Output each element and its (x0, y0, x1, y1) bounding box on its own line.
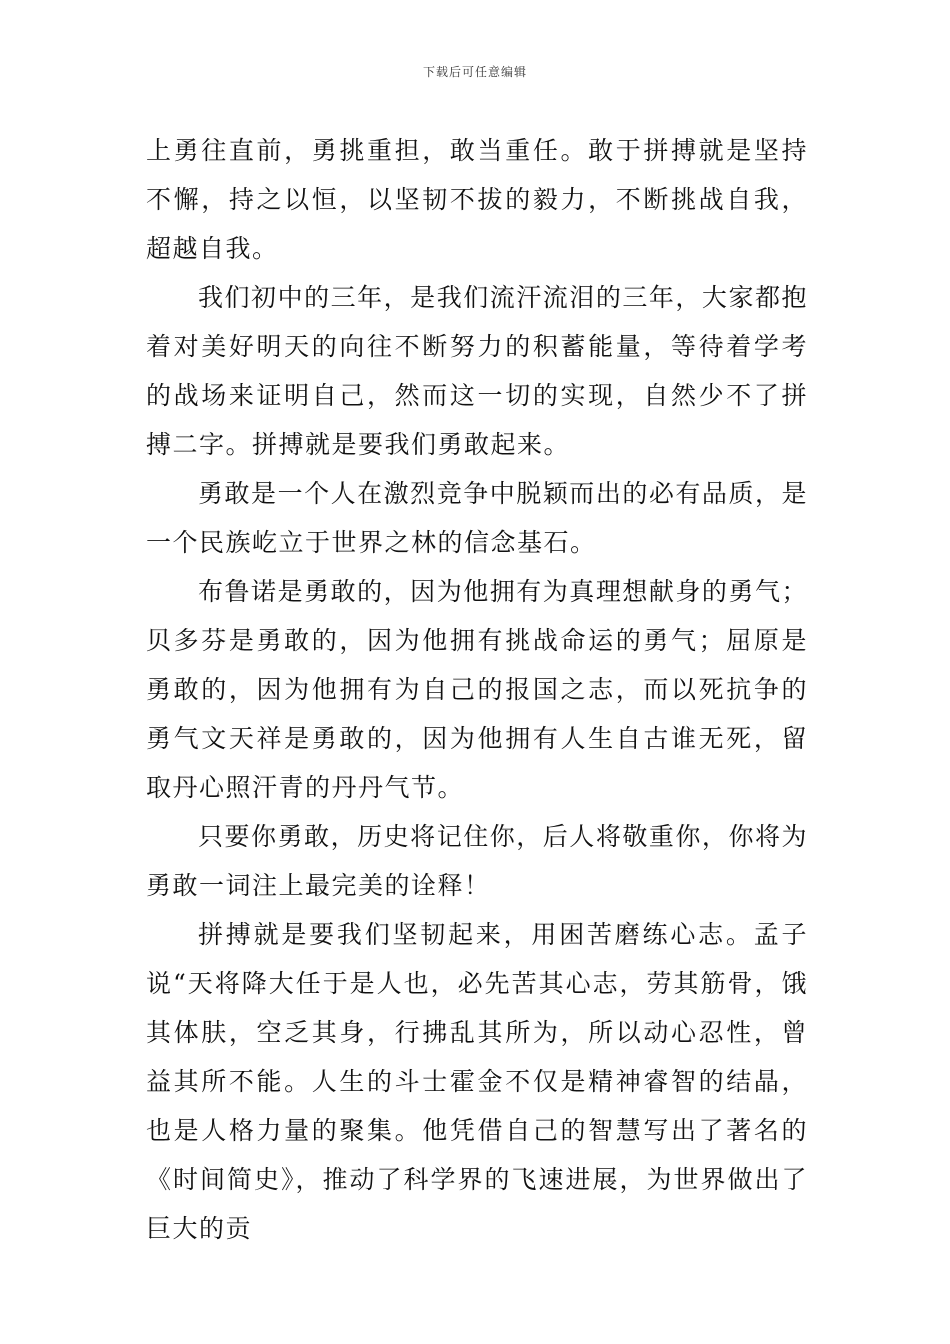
paragraph: 勇敢是一个人在激烈竞争中脱颖而出的必有品质，是一个民族屹立于世界之林的信念基石。 (146, 479, 808, 557)
document-body (146, 126, 808, 1253)
paragraph: 我们初中的三年，是我们流汗流泪的三年，大家都抱着对美好明天的向往不断努力的积蓄能量，等待着学考的战场来证明自己，然而这一切的实现，自然少不了拼搏二字。拼搏就是要我们勇敢起来。 (146, 283, 808, 459)
page-header: 下载后可任意编辑 (422, 65, 527, 79)
paragraph: 布鲁诺是勇敢的，因为他拥有为真理想献身的勇气；贝多芬是勇敢的，因为他拥有挑战命运的勇气；屈原是勇敢的，因为他拥有为自己的报国之志，而以死抗争的勇气文天祥是勇敢的，因为他拥有人生自古谁无死，留取丹心照汗青的丹丹气节。 (146, 577, 808, 802)
paragraph: 只要你勇敢，历史将记住你，后人将敬重你，你将为勇敢一词注上最完美的诠释！ (146, 822, 808, 900)
paragraph: 拼搏就是要我们坚韧起来，用困苦磨练心志。孟子说“天将降大任于是人也，必先苦其心志，劳其筋骨，饿其体肤，空乏其身，行拂乱其所为，所以动心忍性，曾益其所不能。人生的斗士霍金不仅是精神睿智的结晶，也是人格力量的聚集。他凭借自己的智慧写出了著名的《时间简史》，推动了科学界的飞速进展，为世界做出了巨大的贡 (146, 920, 808, 1243)
paragraph: 上勇往直前，勇挑重担，敢当重任。敢于拼搏就是坚持不懈，持之以恒，以坚韧不拔的毅力，不断挑战自我，超越自我。 (146, 136, 808, 263)
